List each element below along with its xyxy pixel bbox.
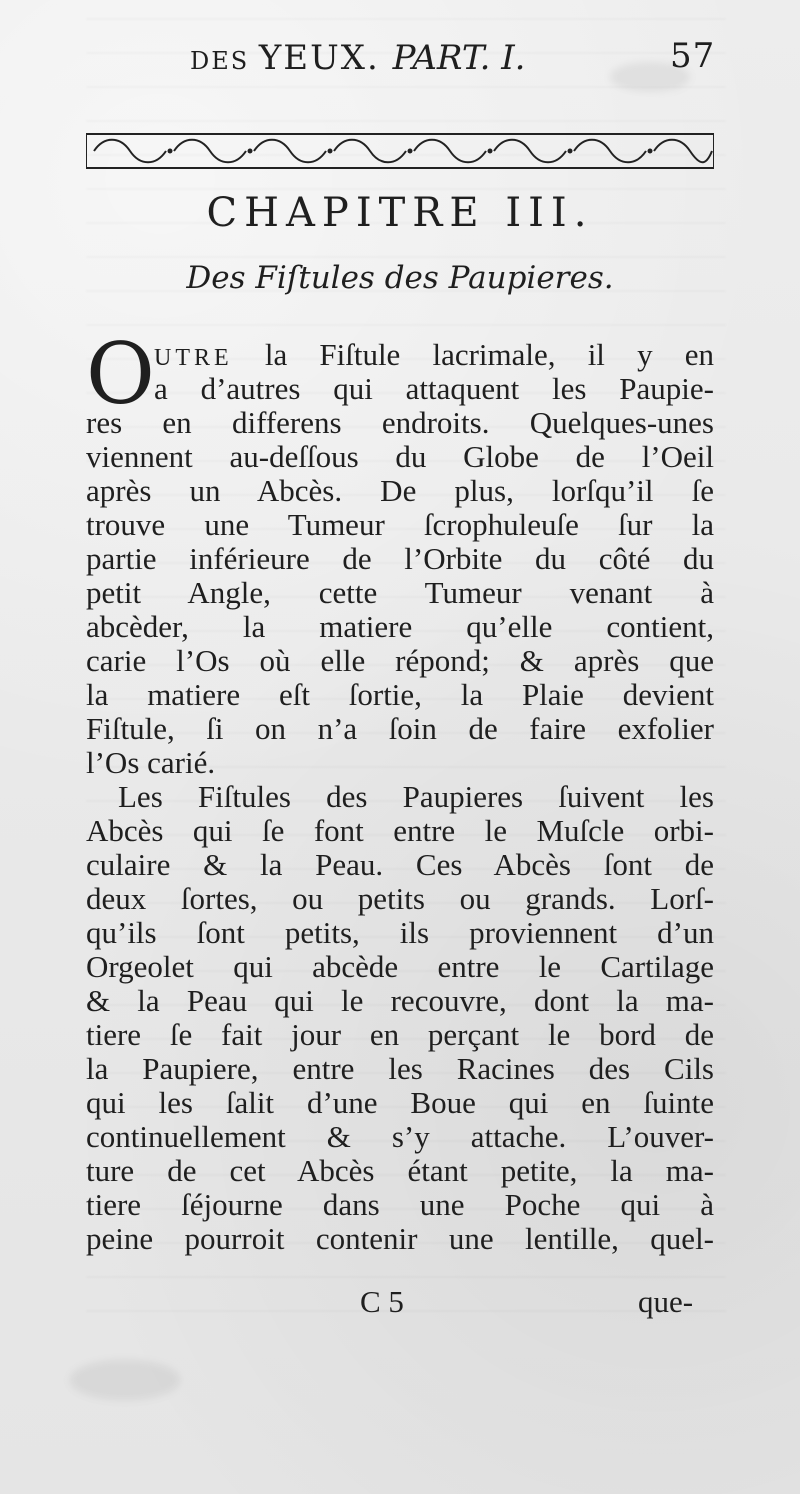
paragraph-1-line: trouve une Tumeur ſcrophuleuſe ſur la bbox=[86, 507, 714, 542]
paragraph-2-line: la Paupiere, entre les Racines des Cils bbox=[86, 1051, 714, 1086]
paragraph-2-line: culaire & la Peau. Ces Abcès ſont de bbox=[86, 847, 714, 882]
paragraph-1-line: la matiere eſt ſortie, la Plaie devient bbox=[86, 677, 714, 712]
paragraph-2-line: qu’ils ſont petits, ils proviennent d’un bbox=[86, 915, 714, 950]
paragraph-2-line: Orgeolet qui abcède entre le Cartilage bbox=[86, 949, 714, 984]
paragraph-2-line: continuellement & s’y attache. L’ouver- bbox=[86, 1119, 714, 1154]
paragraph-2-line: peine pourroit contenir une lentille, quel- bbox=[86, 1221, 714, 1256]
page-number: 57 bbox=[670, 36, 716, 76]
paragraph-2-line: Les Fiſtules des Paupieres ſuivent les bbox=[118, 779, 714, 814]
drop-cap: O bbox=[86, 325, 155, 423]
decorative-header-band bbox=[86, 128, 714, 174]
paragraph-1-line: petit Angle, cette Tumeur venant à bbox=[86, 575, 714, 610]
paragraph-1-line: res en differens endroits. Quelques-unes bbox=[86, 405, 714, 440]
paragraph-1-last-line: l’Os carié. bbox=[86, 745, 216, 780]
chapter-subtitle: Des Fiſtules des Paupieres. bbox=[186, 260, 614, 296]
paragraph-1-line: abcèder, la matiere qu’elle contient, bbox=[86, 609, 714, 644]
opening-small-caps: UTRE bbox=[154, 345, 233, 371]
running-head bbox=[190, 38, 525, 78]
paragraph-2-line: deux ſortes, ou petits ou grands. Lorſ- bbox=[86, 881, 714, 916]
paragraph-1-line-1-rest: la Fiſtule lacrimale, il y en bbox=[232, 337, 714, 372]
paragraph-1-line: carie l’Os où elle répond; & après que bbox=[86, 643, 714, 678]
paper-stain bbox=[70, 1360, 180, 1400]
paragraph-2-line: & la Peau qui le recouvre, dont la ma- bbox=[86, 983, 714, 1018]
paragraph-2-line: tiere ſe fait jour en perçant le bord de bbox=[86, 1017, 714, 1052]
signature-mark: C 5 bbox=[360, 1284, 404, 1319]
chapter-title: CHAPITRE III. bbox=[206, 190, 594, 236]
page-header bbox=[0, 30, 800, 90]
paragraph-1-line: Fiſtule, ſi on n’a ſoin de faire exfolier bbox=[86, 711, 714, 746]
running-head-main: YEUX. bbox=[258, 38, 380, 78]
main-text bbox=[86, 325, 714, 1256]
paragraph-1-line: après un Abcès. De plus, lorſqu’il ſe bbox=[86, 473, 714, 508]
running-head-part: PART. I. bbox=[392, 38, 526, 78]
running-head-prefix: DES bbox=[190, 47, 259, 75]
paragraph-1-line: a d’autres qui attaquent les Paupie- bbox=[154, 371, 714, 406]
paragraph-2-line: ture de cet Abcès étant petite, la ma- bbox=[86, 1153, 714, 1188]
paragraph-2-line: Abcès qui ſe font entre le Muſcle orbi- bbox=[86, 813, 714, 848]
paragraph-1-line: viennent au-deſſous du Globe de l’Oeil bbox=[86, 439, 714, 474]
paragraph-2-line: tiere ſéjourne dans une Poche qui à bbox=[86, 1187, 714, 1222]
paragraph-2-line: qui les ſalit d’une Boue qui en ſuinte bbox=[86, 1085, 714, 1120]
catchword: que- bbox=[638, 1284, 694, 1319]
paragraph-1-line: partie inférieure de l’Orbite du côté du bbox=[86, 541, 714, 576]
